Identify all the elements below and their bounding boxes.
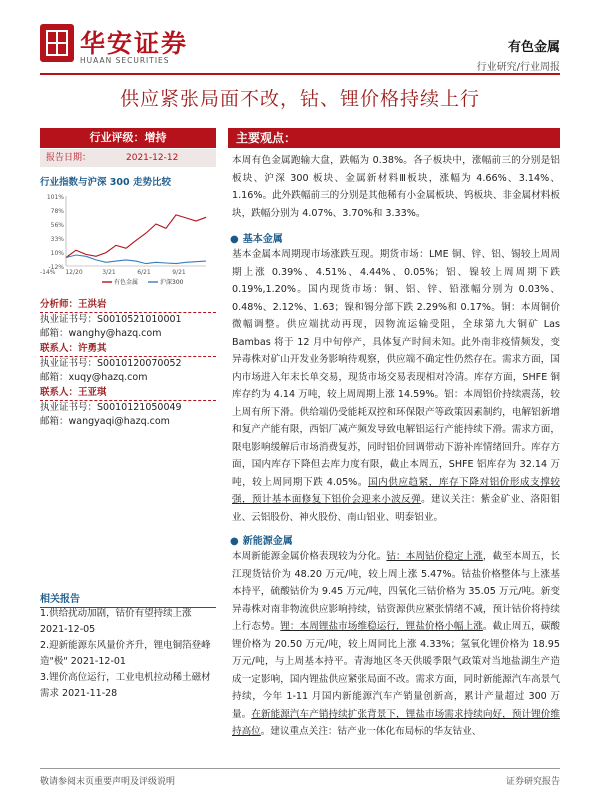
chart-title: 行业指数与沪深 300 走势比较	[40, 177, 171, 188]
x-tick-label: 9/21	[172, 269, 186, 276]
x-tick-label: 12/20	[65, 269, 83, 276]
y-tick-label: 78%	[50, 208, 64, 215]
analyst-block-1	[40, 298, 216, 341]
logo-seal	[40, 24, 74, 62]
analyst-role: 分析师：王洪岩	[40, 299, 107, 310]
y-tick-label: 33%	[50, 236, 64, 243]
related-report-item[interactable]: 1.供给扰动加剧，钴价有望持续上涨 2021-12-05	[40, 608, 192, 635]
logo-text-cn: 华安证券	[80, 29, 189, 58]
bullet-icon: ●	[230, 234, 239, 245]
section-heading-base-metals	[230, 230, 283, 245]
x-axis-min-label: -14%	[40, 269, 56, 276]
x-tick-label: 3/21	[102, 269, 116, 276]
new-energy-body-a: 本周新能源金属价格表现较为分化。	[232, 551, 387, 562]
y-tick-label: 56%	[50, 222, 64, 229]
series-line-0	[66, 215, 206, 258]
analyst-block-2	[40, 342, 216, 385]
legend-label: 有色金属	[114, 279, 139, 286]
section-heading-new-energy	[230, 532, 293, 547]
footer-divider	[40, 768, 560, 769]
legend-label: 沪深300	[160, 279, 184, 286]
related-reports-title: 相关报告	[40, 590, 216, 608]
analyst-role: 联系人：许勇其	[40, 343, 107, 354]
analyst-role: 联系人：王亚琪	[40, 387, 107, 398]
analyst-email[interactable]: 邮箱：xuqy@hazq.com	[40, 372, 148, 383]
section-heading-text: 新能源金属	[242, 536, 293, 547]
report-type: 行业研究/行业周报	[476, 62, 560, 73]
section-heading-text: 基本金属	[242, 234, 283, 245]
related-reports-list	[40, 606, 216, 702]
industry-rating: 行业评级：增持	[40, 128, 216, 148]
base-metals-body: 基本金属本周期现市场涨跌互现。期货市场：LME 铜、锌、铝、锡较上周周期上涨 0.39%、4.51%、4.44%、0.05%；铝、镍较上周周期下跌 0.19%,1.20%。国内现货市场：铜、铝、锌、铅涨幅分别为 0.03%、0.48%、2.12%、1.63；镍和锡分部下跌 2.29%和 0.17%。铜：本周铜价微幅调整。供应端扰动再现，因物流运输受阻，全球第九大铜矿 Las Bambas 将于 12 月中旬停产，具体复产时间未知。此外南非疫情频发，变异毒株对矿山开发业务影响待观察，供应端不确定性仍然存在。需求方面，国内市场进入年末长单交易，现货市场交易表现相对冷清。库存方面，SHFE 铜库存约为 4.14 万吨，较上周周期上涨 14.59%。铝：本周铝价持续震荡，较上周有所下滑。供给端仍受能耗双控和环保限产等政策因素制约，电解铝新增和复产产能有限，西铝厂减产频发导致电解铝运行产能持续下滑。需求方面，限电影响缓解后市场消费复苏，同时铝价回调带动下游补库情绪回升。库存方面，国内库存下降但去库力度有限，截止本周五，SHFE 铝库存为 32.14 万吨，较上周同期下跌 4.05%。	[232, 249, 560, 488]
report-date-value: 2021-12-12	[126, 153, 179, 163]
related-report-item[interactable]: 3.锂价高位运行，工业电机拉动稀土磁材需求 2021-11-28	[40, 672, 211, 699]
base-metals-highlight: 国内供应趋紧，库存下降对铝价形成支撑较强，预计基本面修复下铝价会迎来小波反弹	[232, 476, 560, 505]
analyst-block-3	[40, 386, 216, 429]
bullet-icon: ●	[230, 536, 239, 547]
x-tick-label: 6/21	[137, 269, 151, 276]
logo-text-en: HUAAN SECURITIES	[80, 56, 170, 65]
footer-disclaimer[interactable]: 敬请参阅末页重要声明及评级说明	[40, 777, 176, 787]
footer-label: 证券研究报告	[505, 777, 560, 787]
related-report-item[interactable]: 2.迎新能源东风量价齐升，锂电铜箔登峰造"极" 2021-12-01	[40, 640, 211, 667]
cobalt-highlight: 钴：本周钴价稳定上涨	[386, 551, 483, 562]
report-date-label: 报告日期：	[46, 153, 92, 163]
report-date-row	[40, 149, 216, 167]
y-tick-label: -12%	[48, 264, 64, 271]
new-energy-paragraph	[232, 548, 560, 741]
analyst-cert: 执业证书号：S0010121050049	[40, 400, 216, 415]
base-metals-recommend: 。建议关注：紫金矿业、洛阳钼业、云铝股份、神火股份、南山铝业、明泰铝业。	[232, 494, 561, 523]
lithium-outlook-highlight: 在新能源汽车产销持续扩张背景下，锂盐市场需求持续向好，预计锂价维持高位	[232, 708, 561, 737]
header-divider	[40, 73, 560, 75]
new-energy-body-b: ，截至本周五，长江现货钴价为 48.20 万元/吨，较上周上涨 5.47%。钴盐价格整体与上涨基本持平，硫酸钴价为 9.45 万元/吨，四氧化三钴价格为 35.05 万元/吨。新变异毒株对南非物流供应影响持续，钴资源供应紧张情绪不减，预计钴价将持续上行态势。	[232, 551, 561, 632]
analyst-email[interactable]: 邮箱：wanghy@hazq.com	[40, 328, 162, 339]
sector-label: 有色金属	[507, 40, 560, 55]
report-title: 供应紧张局面不改，钴、锂价格持续上行	[119, 88, 480, 110]
analyst-cert: 执业证书号：S0010120070052	[40, 356, 216, 371]
analyst-email[interactable]: 邮箱：wangyaqi@hazq.com	[40, 416, 170, 427]
analyst-cert: 执业证书号：S0010521010001	[40, 312, 216, 327]
main-points-header: 主要观点：	[228, 128, 560, 148]
intro-paragraph: 本周有色金属跑输大盘，跌幅为 0.38%。各子板块中，涨幅前三的分别是铝板块、沪深 300 板块、金属新材料Ⅲ板块，涨幅为 4.66%、3.14%、1.16%。此外跌幅前三的分别是其他稀有小金属板块、钨板块、非金属材料板块，跌幅分别为 4.07%、3.70%和 3.33%。	[232, 155, 560, 219]
index-comparison-chart	[40, 190, 216, 290]
series-line-1	[66, 255, 206, 264]
lithium-highlight: 锂：本周锂盐市场维稳运行，锂盐价格小幅上涨	[280, 621, 483, 632]
chart-svg	[40, 190, 216, 290]
new-energy-body-c: 。截止周五，碳酸锂价格为 20.50 万元/吨，较上周同比上涨 4.33%；氢氧化锂价格为 18.95 万元/吨，与上周基本持平。青海地区冬天供暖季限气政策对当地盐湖生产造成一定影响，国内锂盐供应紧张局面不改。需求方面，同时新能源汽车高景气持续，今年 1-11 月国内新能源汽车产销量创新高，累计产量超过 300 万量。	[232, 621, 561, 720]
y-tick-label: 101%	[46, 194, 64, 201]
y-tick-label: 10%	[50, 250, 64, 257]
new-energy-body-d: 。建议重点关注：钴产业一体化布局标的华友钴业、	[260, 726, 482, 737]
base-metals-paragraph	[232, 246, 560, 526]
